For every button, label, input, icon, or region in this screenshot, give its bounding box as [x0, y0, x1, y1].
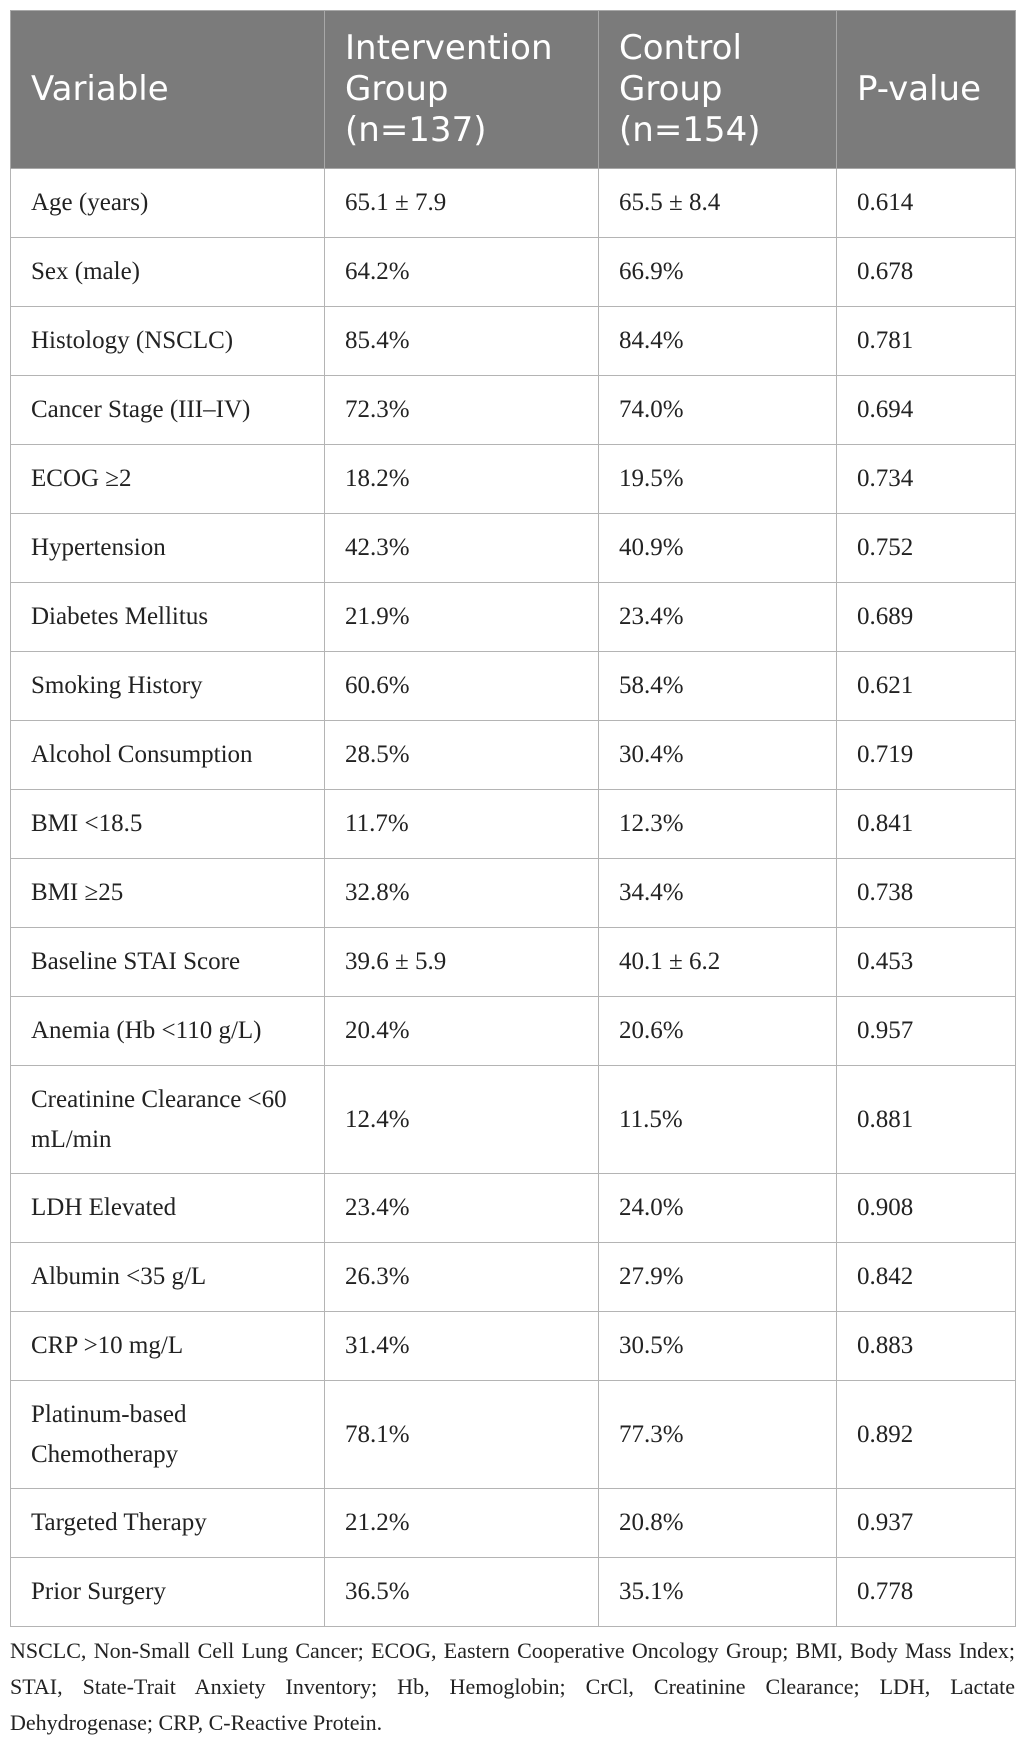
- control-value-cell: 24.0%: [599, 1174, 837, 1243]
- p-value-cell: 0.881: [837, 1066, 1016, 1174]
- table-row: [11, 928, 1016, 997]
- table-row: [11, 169, 1016, 238]
- table-row: [11, 997, 1016, 1066]
- intervention-value-cell: 11.7%: [325, 790, 599, 859]
- intervention-value-cell: 85.4%: [325, 307, 599, 376]
- control-value-cell: 84.4%: [599, 307, 837, 376]
- intervention-value-cell: 39.6 ± 5.9: [325, 928, 599, 997]
- p-value-cell: 0.621: [837, 652, 1016, 721]
- intervention-value-cell: 20.4%: [325, 997, 599, 1066]
- p-value-cell: 0.752: [837, 514, 1016, 583]
- table-row: [11, 583, 1016, 652]
- variable-cell: Smoking History: [11, 652, 325, 721]
- control-value-cell: 77.3%: [599, 1381, 837, 1489]
- variable-cell: Cancer Stage (III–IV): [11, 376, 325, 445]
- table-row: [11, 514, 1016, 583]
- control-value-cell: 12.3%: [599, 790, 837, 859]
- table-body: [11, 169, 1016, 1627]
- p-value-cell: 0.689: [837, 583, 1016, 652]
- variable-cell: CRP >10 mg/L: [11, 1312, 325, 1381]
- control-value-cell: 40.1 ± 6.2: [599, 928, 837, 997]
- p-value-cell: 0.453: [837, 928, 1016, 997]
- variable-cell: Alcohol Consumption: [11, 721, 325, 790]
- table-row: [11, 721, 1016, 790]
- control-value-cell: 34.4%: [599, 859, 837, 928]
- table-row: [11, 445, 1016, 514]
- intervention-value-cell: 18.2%: [325, 445, 599, 514]
- table-row: [11, 238, 1016, 307]
- variable-cell: ECOG ≥2: [11, 445, 325, 514]
- control-value-cell: 66.9%: [599, 238, 837, 307]
- table-row: [11, 1489, 1016, 1558]
- intervention-value-cell: 65.1 ± 7.9: [325, 169, 599, 238]
- variable-cell: Anemia (Hb <110 g/L): [11, 997, 325, 1066]
- intervention-value-cell: 23.4%: [325, 1174, 599, 1243]
- control-value-cell: 30.4%: [599, 721, 837, 790]
- p-value-cell: 0.842: [837, 1243, 1016, 1312]
- control-value-cell: 30.5%: [599, 1312, 837, 1381]
- variable-cell: Hypertension: [11, 514, 325, 583]
- baseline-characteristics-table-container: [10, 10, 1015, 1627]
- control-value-cell: 11.5%: [599, 1066, 837, 1174]
- header-intervention-group: Intervention Group (n=137): [325, 11, 599, 169]
- table-footnote: NSCLC, Non-Small Cell Lung Cancer; ECOG, Eastern Cooperative Oncology Group; BMI, Body Mass Index; STAI, State-Trait Anxiety Inventory; Hb, Hemoglobin; CrCl, Creatinine Clearance; LDH, Lactate Dehydrogenase; CRP, C-Reactive Protein.: [10, 1638, 1015, 1735]
- variable-cell: Targeted Therapy: [11, 1489, 325, 1558]
- intervention-value-cell: 42.3%: [325, 514, 599, 583]
- header-variable: Variable: [11, 11, 325, 169]
- header-row: [11, 11, 1016, 169]
- variable-cell: Diabetes Mellitus: [11, 583, 325, 652]
- variable-cell: Albumin <35 g/L: [11, 1243, 325, 1312]
- p-value-cell: 0.937: [837, 1489, 1016, 1558]
- variable-cell: BMI ≥25: [11, 859, 325, 928]
- control-value-cell: 74.0%: [599, 376, 837, 445]
- control-value-cell: 19.5%: [599, 445, 837, 514]
- variable-cell: Creatinine Clearance <60 mL/min: [11, 1066, 325, 1174]
- intervention-value-cell: 21.9%: [325, 583, 599, 652]
- variable-cell: BMI <18.5: [11, 790, 325, 859]
- intervention-value-cell: 36.5%: [325, 1558, 599, 1627]
- p-value-cell: 0.781: [837, 307, 1016, 376]
- variable-cell: Baseline STAI Score: [11, 928, 325, 997]
- intervention-value-cell: 60.6%: [325, 652, 599, 721]
- control-value-cell: 58.4%: [599, 652, 837, 721]
- table-row: [11, 1243, 1016, 1312]
- p-value-cell: 0.694: [837, 376, 1016, 445]
- table-header: [11, 11, 1016, 169]
- intervention-value-cell: 21.2%: [325, 1489, 599, 1558]
- variable-cell: LDH Elevated: [11, 1174, 325, 1243]
- header-control-group: Control Group (n=154): [599, 11, 837, 169]
- p-value-cell: 0.738: [837, 859, 1016, 928]
- p-value-cell: 0.957: [837, 997, 1016, 1066]
- header-p-value: P-value: [837, 11, 1016, 169]
- control-value-cell: 65.5 ± 8.4: [599, 169, 837, 238]
- p-value-cell: 0.841: [837, 790, 1016, 859]
- control-value-cell: 23.4%: [599, 583, 837, 652]
- intervention-value-cell: 32.8%: [325, 859, 599, 928]
- table-row: [11, 652, 1016, 721]
- control-value-cell: 20.6%: [599, 997, 837, 1066]
- intervention-value-cell: 26.3%: [325, 1243, 599, 1312]
- control-value-cell: 40.9%: [599, 514, 837, 583]
- intervention-value-cell: 64.2%: [325, 238, 599, 307]
- table-row: [11, 307, 1016, 376]
- table-row: [11, 1312, 1016, 1381]
- p-value-cell: 0.883: [837, 1312, 1016, 1381]
- intervention-value-cell: 28.5%: [325, 721, 599, 790]
- control-value-cell: 35.1%: [599, 1558, 837, 1627]
- p-value-cell: 0.892: [837, 1381, 1016, 1489]
- intervention-value-cell: 12.4%: [325, 1066, 599, 1174]
- intervention-value-cell: 78.1%: [325, 1381, 599, 1489]
- baseline-characteristics-table: [10, 10, 1016, 1627]
- p-value-cell: 0.678: [837, 238, 1016, 307]
- variable-cell: Age (years): [11, 169, 325, 238]
- table-row: [11, 790, 1016, 859]
- table-row: [11, 859, 1016, 928]
- control-value-cell: 27.9%: [599, 1243, 837, 1312]
- p-value-cell: 0.778: [837, 1558, 1016, 1627]
- table-row: [11, 376, 1016, 445]
- table-row: [11, 1174, 1016, 1243]
- variable-cell: Platinum-based Chemotherapy: [11, 1381, 325, 1489]
- intervention-value-cell: 31.4%: [325, 1312, 599, 1381]
- intervention-value-cell: 72.3%: [325, 376, 599, 445]
- variable-cell: Prior Surgery: [11, 1558, 325, 1627]
- variable-cell: Histology (NSCLC): [11, 307, 325, 376]
- variable-cell: Sex (male): [11, 238, 325, 307]
- p-value-cell: 0.719: [837, 721, 1016, 790]
- p-value-cell: 0.908: [837, 1174, 1016, 1243]
- p-value-cell: 0.614: [837, 169, 1016, 238]
- table-row: [11, 1066, 1016, 1174]
- table-row: [11, 1381, 1016, 1489]
- table-row: [11, 1558, 1016, 1627]
- p-value-cell: 0.734: [837, 445, 1016, 514]
- control-value-cell: 20.8%: [599, 1489, 837, 1558]
